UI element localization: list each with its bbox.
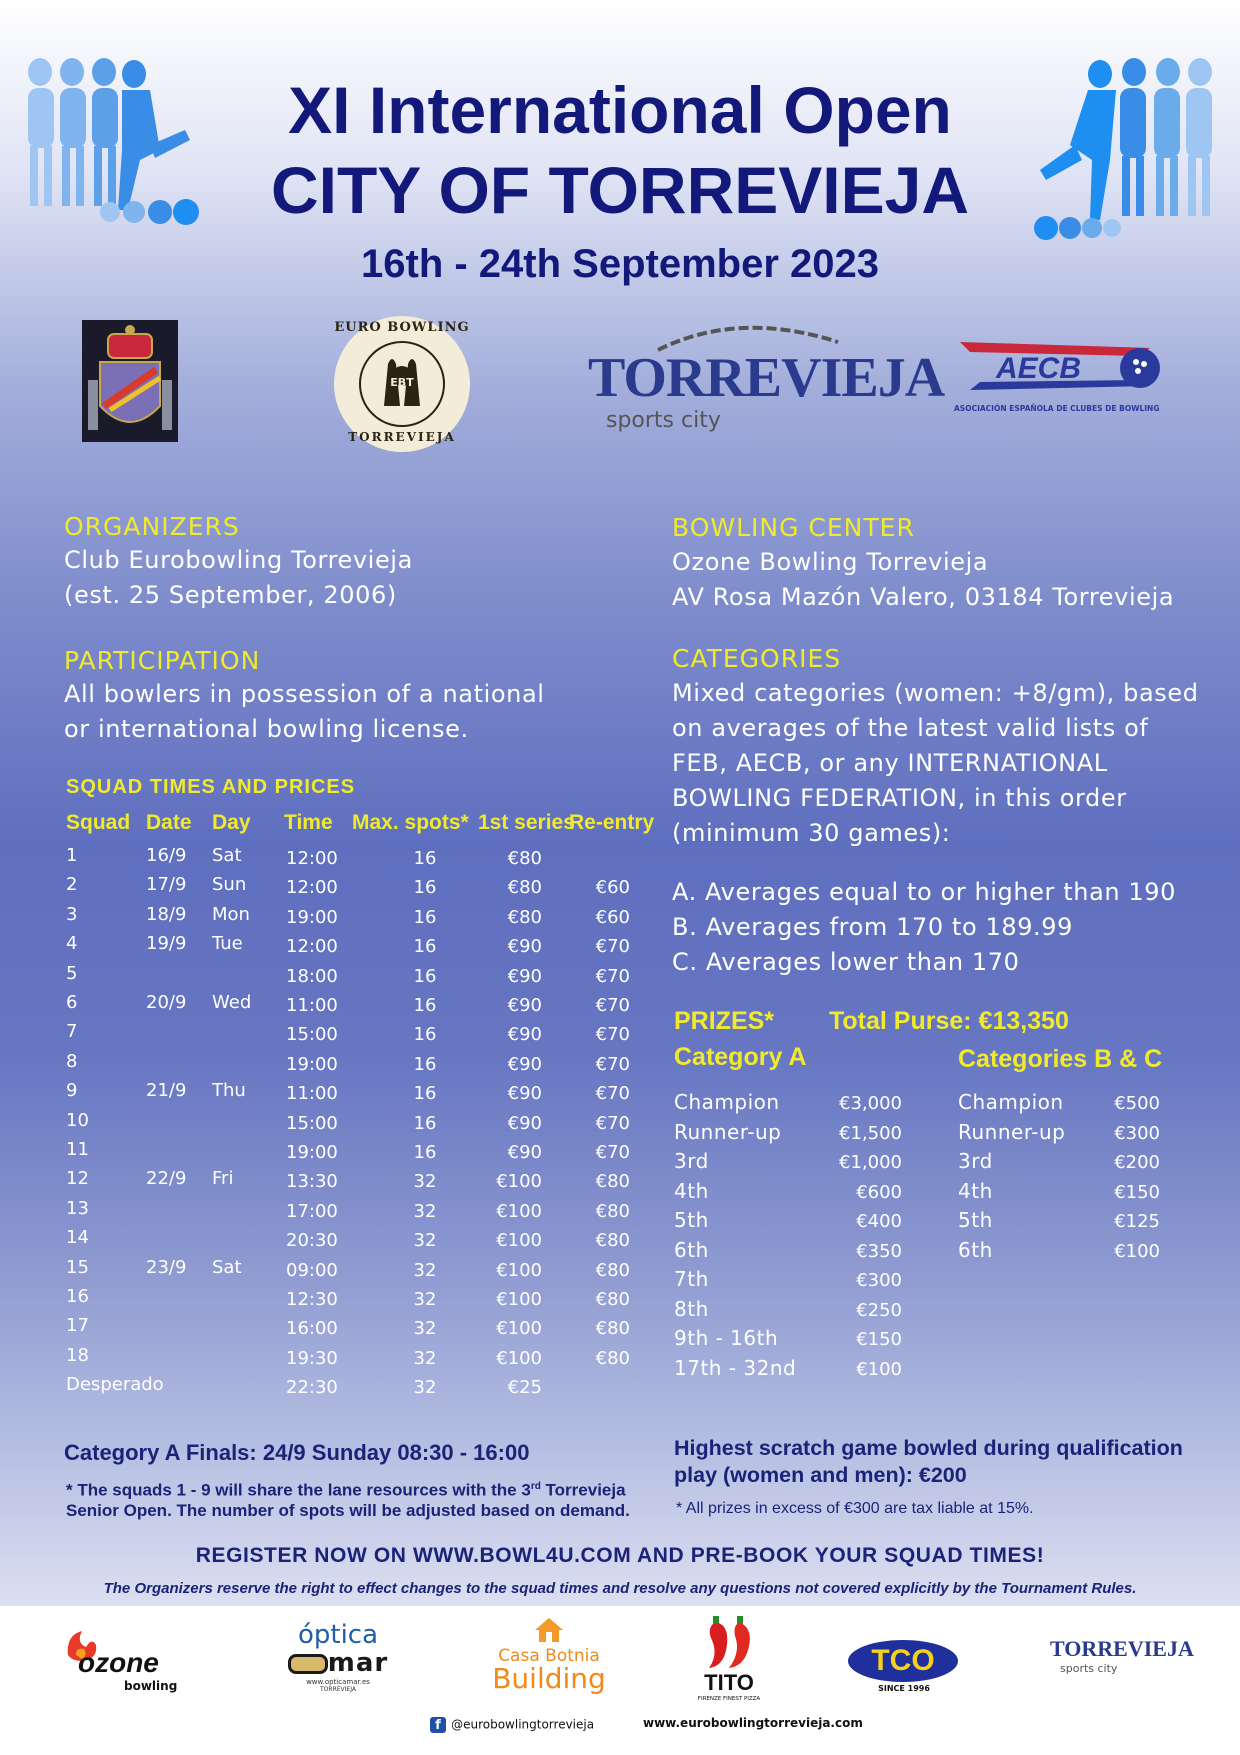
squad-cell-spots: 32 [413, 1318, 437, 1340]
squad-cell-day: Fri [212, 1168, 234, 1190]
squad-cell-time: 11:00 [286, 1083, 338, 1105]
squad-cell-spots: 32 [413, 1259, 437, 1281]
squad-cell-first: €90 [507, 1112, 542, 1134]
squad-cell-first: €90 [507, 995, 542, 1016]
facebook-link[interactable]: f @eurobowlingtorrevieja [430, 1714, 594, 1734]
squad-cell-date: 22/9 [146, 1168, 187, 1190]
squad-cell-time: 13:30 [286, 1171, 338, 1193]
prize-amount: €350 [856, 1240, 902, 1262]
squad-cell-squad: 4 [66, 933, 78, 955]
squad-column-header: Squad [66, 811, 131, 834]
squad-cell-squad: 12 [66, 1168, 89, 1190]
prize-amount: €1,500 [839, 1122, 902, 1144]
organizers-heading: ORGANIZERS [64, 512, 240, 541]
squad-cell-reentry: €70 [595, 1083, 630, 1105]
squad-column-header: Max. spots* [352, 811, 469, 834]
squad-cell-squad: 7 [66, 1021, 78, 1043]
squad-cell-time: 12:00 [286, 848, 338, 869]
squad-cell-reentry: €70 [595, 1142, 630, 1163]
squad-cell-squad: 5 [66, 962, 78, 984]
prize-place: Champion [958, 1090, 1064, 1114]
squad-cell-squad: 1 [66, 845, 78, 866]
prize-place: 6th [674, 1237, 709, 1262]
category-a-heading: Category A [674, 1043, 807, 1071]
squad-cell-squad: 16 [66, 1286, 89, 1307]
prize-amount: €600 [856, 1181, 902, 1203]
squad-cell-first: €90 [507, 936, 542, 958]
squad-cell-squad: 9 [66, 1080, 78, 1102]
eurobowling-logo: EURO BOWLING EBT TORREVIEJA [332, 314, 472, 454]
squad-cell-squad: 6 [66, 992, 78, 1013]
sponsor-tco: TCO SINCE 1996 [848, 1640, 960, 1700]
categories-text: Mixed categories (women: +8/gm), based on averages of the latest valid lists of FEB, AECB, or any INTERNATIONAL BOWLING FEDERATION, in this order (minimum 30 games): [672, 679, 1199, 847]
event-dates: 16th - 24th September 2023 [361, 242, 879, 286]
squad-cell-first: €90 [507, 1083, 542, 1105]
bowling-center-text: Ozone Bowling Torrevieja AV Rosa Mazón Valero, 03184 Torrevieja [672, 548, 1175, 611]
prize-place: 5th [958, 1208, 993, 1232]
squad-cell-date: 20/9 [146, 992, 187, 1013]
squad-cell-squad: 13 [66, 1197, 89, 1219]
squad-cell-spots: 16 [413, 848, 437, 869]
squad-cell-spots: 16 [413, 936, 437, 958]
prize-place: 8th [674, 1296, 709, 1321]
sponsor-ozone: ozone bowling [62, 1625, 202, 1695]
disclaimer: The Organizers reserve the right to effect changes to the squad times and resolve any questions not covered explicitly by the Tournament Rules. [103, 1580, 1137, 1597]
squad-cell-time: 09:00 [286, 1259, 338, 1281]
squad-cell-time: 16:00 [286, 1318, 338, 1340]
squad-cell-day: Sun [212, 874, 247, 896]
squad-cell-day: Sat [212, 845, 242, 866]
squad-cell-first: €100 [496, 1318, 542, 1340]
category-c-average: C. Averages lower than 170 [672, 948, 1020, 976]
squad-cell-spots: 32 [413, 1289, 437, 1310]
squads-note: * The squads 1 - 9 will share the lane resources with the 3rd Torrevieja Senior Open. The number of spots will be adjusted based on demand. [66, 1480, 630, 1520]
prize-place: Runner-up [958, 1119, 1066, 1144]
prize-amount: €300 [856, 1270, 902, 1291]
category-a-average: A. Averages equal to or higher than 190 [672, 878, 1177, 906]
squad-cell-first: €90 [507, 1024, 542, 1046]
squad-cell-time: 18:00 [286, 965, 338, 987]
squad-cell-day: Mon [212, 903, 250, 925]
categories-heading: CATEGORIES [672, 644, 842, 673]
prize-amount: €3,000 [839, 1093, 902, 1114]
squad-cell-time: 17:00 [286, 1200, 338, 1222]
squad-cell-squad: 10 [66, 1109, 89, 1131]
squad-cell-first: €90 [507, 965, 542, 987]
squad-cell-date: 21/9 [146, 1080, 187, 1102]
squad-cell-reentry: €80 [595, 1289, 630, 1310]
category-averages [672, 875, 1176, 980]
prize-amount: €250 [856, 1299, 902, 1321]
squad-cell-date: 19/9 [146, 933, 187, 955]
squad-cell-time: 11:00 [286, 995, 338, 1016]
sponsor-optica-mar: óptica mar www.opticamar.es TORREVIEJA [278, 1620, 398, 1700]
prize-amount: €150 [1114, 1181, 1160, 1203]
squad-cell-reentry: €80 [595, 1347, 630, 1369]
squad-cell-time: 15:00 [286, 1112, 338, 1134]
squad-cell-reentry: €60 [595, 877, 630, 899]
squad-cell-first: €80 [507, 906, 542, 928]
squad-cell-squad: 18 [66, 1344, 89, 1366]
squad-cell-reentry: €80 [595, 1318, 630, 1340]
squad-cell-day: Tue [212, 933, 243, 955]
squad-cell-spots: 16 [413, 1083, 437, 1105]
squad-cell-spots: 16 [413, 1024, 437, 1046]
prize-place: 4th [958, 1178, 993, 1203]
squad-cell-date: 18/9 [146, 903, 187, 925]
squad-cell-time: 20:30 [286, 1230, 338, 1252]
squad-cell-time: 12:00 [286, 877, 338, 899]
squad-cell-time: 12:00 [286, 936, 338, 958]
register-banner: REGISTER NOW ON WWW.BOWL4U.COM AND PRE-BOOK YOUR SQUAD TIMES! [195, 1544, 1045, 1567]
squad-cell-spots: 16 [413, 965, 437, 987]
participation-text: All bowlers in possession of a national or international bowling license. [64, 680, 545, 743]
squad-cell-time: 19:30 [286, 1347, 338, 1369]
prizes-heading: PRIZES* [674, 1007, 775, 1035]
squad-cell-first: €100 [496, 1259, 542, 1281]
prize-amount: €100 [1114, 1240, 1160, 1262]
squad-cell-first: €100 [496, 1289, 542, 1310]
squad-cell-date: 16/9 [146, 845, 187, 866]
squad-cell-reentry: €70 [595, 1112, 630, 1134]
squad-cell-first: €100 [496, 1200, 542, 1222]
squad-cell-spots: 16 [413, 1053, 437, 1075]
prize-place: 3rd [958, 1149, 993, 1173]
prize-place: Runner-up [674, 1119, 782, 1144]
prize-amount: €300 [1114, 1122, 1160, 1144]
squad-cell-time: 12:30 [286, 1289, 338, 1310]
squad-cell-date: 17/9 [146, 874, 187, 896]
prize-amount: €500 [1114, 1093, 1160, 1114]
squad-cell-squad: 17 [66, 1315, 89, 1337]
squad-cell-day: Sat [212, 1256, 242, 1278]
total-purse: Total Purse: €13,350 [829, 1007, 1069, 1035]
prize-amount: €150 [856, 1329, 902, 1350]
bowling-center-heading: BOWLING CENTER [672, 513, 915, 542]
prize-place: 6th [958, 1237, 993, 1262]
category-b-average: B. Averages from 170 to 189.99 [672, 913, 1074, 941]
squad-cell-reentry: €60 [595, 906, 630, 928]
squad-cell-spots: 32 [413, 1347, 437, 1369]
sponsor-tito: TITO FIRENZE FINEST PIZZA [684, 1614, 774, 1704]
prize-place: 3rd [674, 1149, 709, 1173]
prize-amount: €1,000 [839, 1152, 902, 1173]
prize-amount: €125 [1114, 1211, 1160, 1232]
squad-cell-spots: 32 [413, 1200, 437, 1222]
prize-amount: €100 [856, 1358, 902, 1380]
squad-cell-first: €100 [496, 1171, 542, 1193]
sponsor-torrevieja: TORREVIEJA sports city [1050, 1636, 1194, 1675]
squad-cell-spots: 32 [413, 1171, 437, 1193]
squad-cell-squad: 15 [66, 1256, 89, 1278]
squad-cell-squad: 11 [66, 1139, 89, 1160]
squad-cell-first: €80 [507, 877, 542, 899]
squad-cell-first: €90 [507, 1142, 542, 1163]
categories-bc-heading: Categories B & C [958, 1045, 1163, 1073]
squad-cell-squad: 14 [66, 1227, 89, 1249]
squad-cell-first: €80 [507, 848, 542, 869]
sponsor-casa-botnia: Casa Botnia Building [474, 1614, 624, 1704]
prize-place: Champion [674, 1090, 780, 1114]
squad-cell-reentry: €80 [595, 1200, 630, 1222]
squad-cell-spots: 32 [413, 1230, 437, 1252]
participation-heading: PARTICIPATION [64, 646, 261, 675]
squad-column-header: Re-entry [569, 811, 655, 834]
squad-cell-reentry: €80 [595, 1171, 630, 1193]
prize-place: 9th - 16th [674, 1326, 779, 1350]
squad-cell-spots: 16 [413, 995, 437, 1016]
squad-cell-squad: 3 [66, 903, 78, 925]
squad-column-header: Date [146, 811, 192, 834]
squad-cell-reentry: €70 [595, 936, 630, 958]
squad-cell-time: 19:00 [286, 1142, 338, 1163]
squad-cell-day: Wed [212, 992, 252, 1013]
squad-cell-spots: 16 [413, 877, 437, 899]
squads-heading: SQUAD TIMES AND PRICES [66, 776, 356, 798]
squad-cell-spots: 16 [413, 906, 437, 928]
organizers-text: Club Eurobowling Torrevieja (est. 25 September, 2006) [64, 546, 413, 609]
facebook-icon: f [430, 1717, 446, 1733]
coat-of-arms-icon [82, 320, 178, 442]
title-line-1: XI International Open [288, 73, 952, 147]
squad-cell-spots: 16 [413, 1142, 437, 1163]
chili-peppers-icon [699, 1614, 759, 1672]
prize-place: 4th [674, 1178, 709, 1203]
aecb-logo: AECB ASOCIACIÓN ESPAÑOLA DE CLUBES DE BOWLING [950, 334, 1180, 424]
squad-cell-squad: 2 [66, 874, 78, 896]
squad-cell-time: 22:30 [286, 1377, 338, 1399]
website-link[interactable]: www.eurobowlingtorrevieja.com [643, 1716, 863, 1730]
prize-amount: €400 [856, 1211, 902, 1232]
prize-place: 5th [674, 1208, 709, 1232]
squad-cell-reentry: €80 [595, 1230, 630, 1252]
squad-cell-first: €100 [496, 1347, 542, 1369]
squad-cell-reentry: €70 [595, 1053, 630, 1075]
squad-cell-time: 19:00 [286, 1053, 338, 1075]
squad-cell-time: 19:00 [286, 906, 338, 928]
squad-cell-first: €25 [507, 1377, 542, 1399]
squad-cell-squad: 8 [66, 1050, 78, 1072]
squad-cell-first: €90 [507, 1053, 542, 1075]
torrevieja-sports-city-logo: TORREVIEJA sports city [588, 316, 848, 446]
squad-cell-squad: Desperado [66, 1374, 164, 1396]
prize-amount: €200 [1114, 1152, 1160, 1173]
squad-cell-time: 15:00 [286, 1024, 338, 1046]
squad-column-header: Time [284, 811, 333, 834]
glasses-icon [288, 1654, 328, 1674]
squad-cell-reentry: €70 [595, 965, 630, 987]
squad-cell-reentry: €70 [595, 995, 630, 1016]
prize-place: 17th - 32nd [674, 1355, 797, 1380]
squad-column-header: 1st series [478, 811, 575, 834]
scratch-prize-note: Highest scratch game bowled during qualification play (women and men): €200 [674, 1436, 1183, 1487]
squad-cell-spots: 32 [413, 1377, 437, 1399]
tax-note: * All prizes in excess of €300 are tax liable at 15%. [676, 1500, 1034, 1517]
squad-cell-reentry: €80 [595, 1259, 630, 1281]
squad-cell-first: €100 [496, 1230, 542, 1252]
house-icon [531, 1614, 567, 1644]
squad-cell-reentry: €70 [595, 1024, 630, 1046]
squad-column-header: Day [212, 811, 251, 834]
squad-cell-date: 23/9 [146, 1256, 187, 1278]
squad-cell-spots: 16 [413, 1112, 437, 1134]
finals-note: Category A Finals: 24/9 Sunday 08:30 - 16:00 [64, 1440, 530, 1465]
squad-cell-day: Thu [212, 1080, 246, 1102]
title-line-2: CITY OF TORREVIEJA [270, 153, 970, 227]
prize-place: 7th [674, 1267, 709, 1291]
